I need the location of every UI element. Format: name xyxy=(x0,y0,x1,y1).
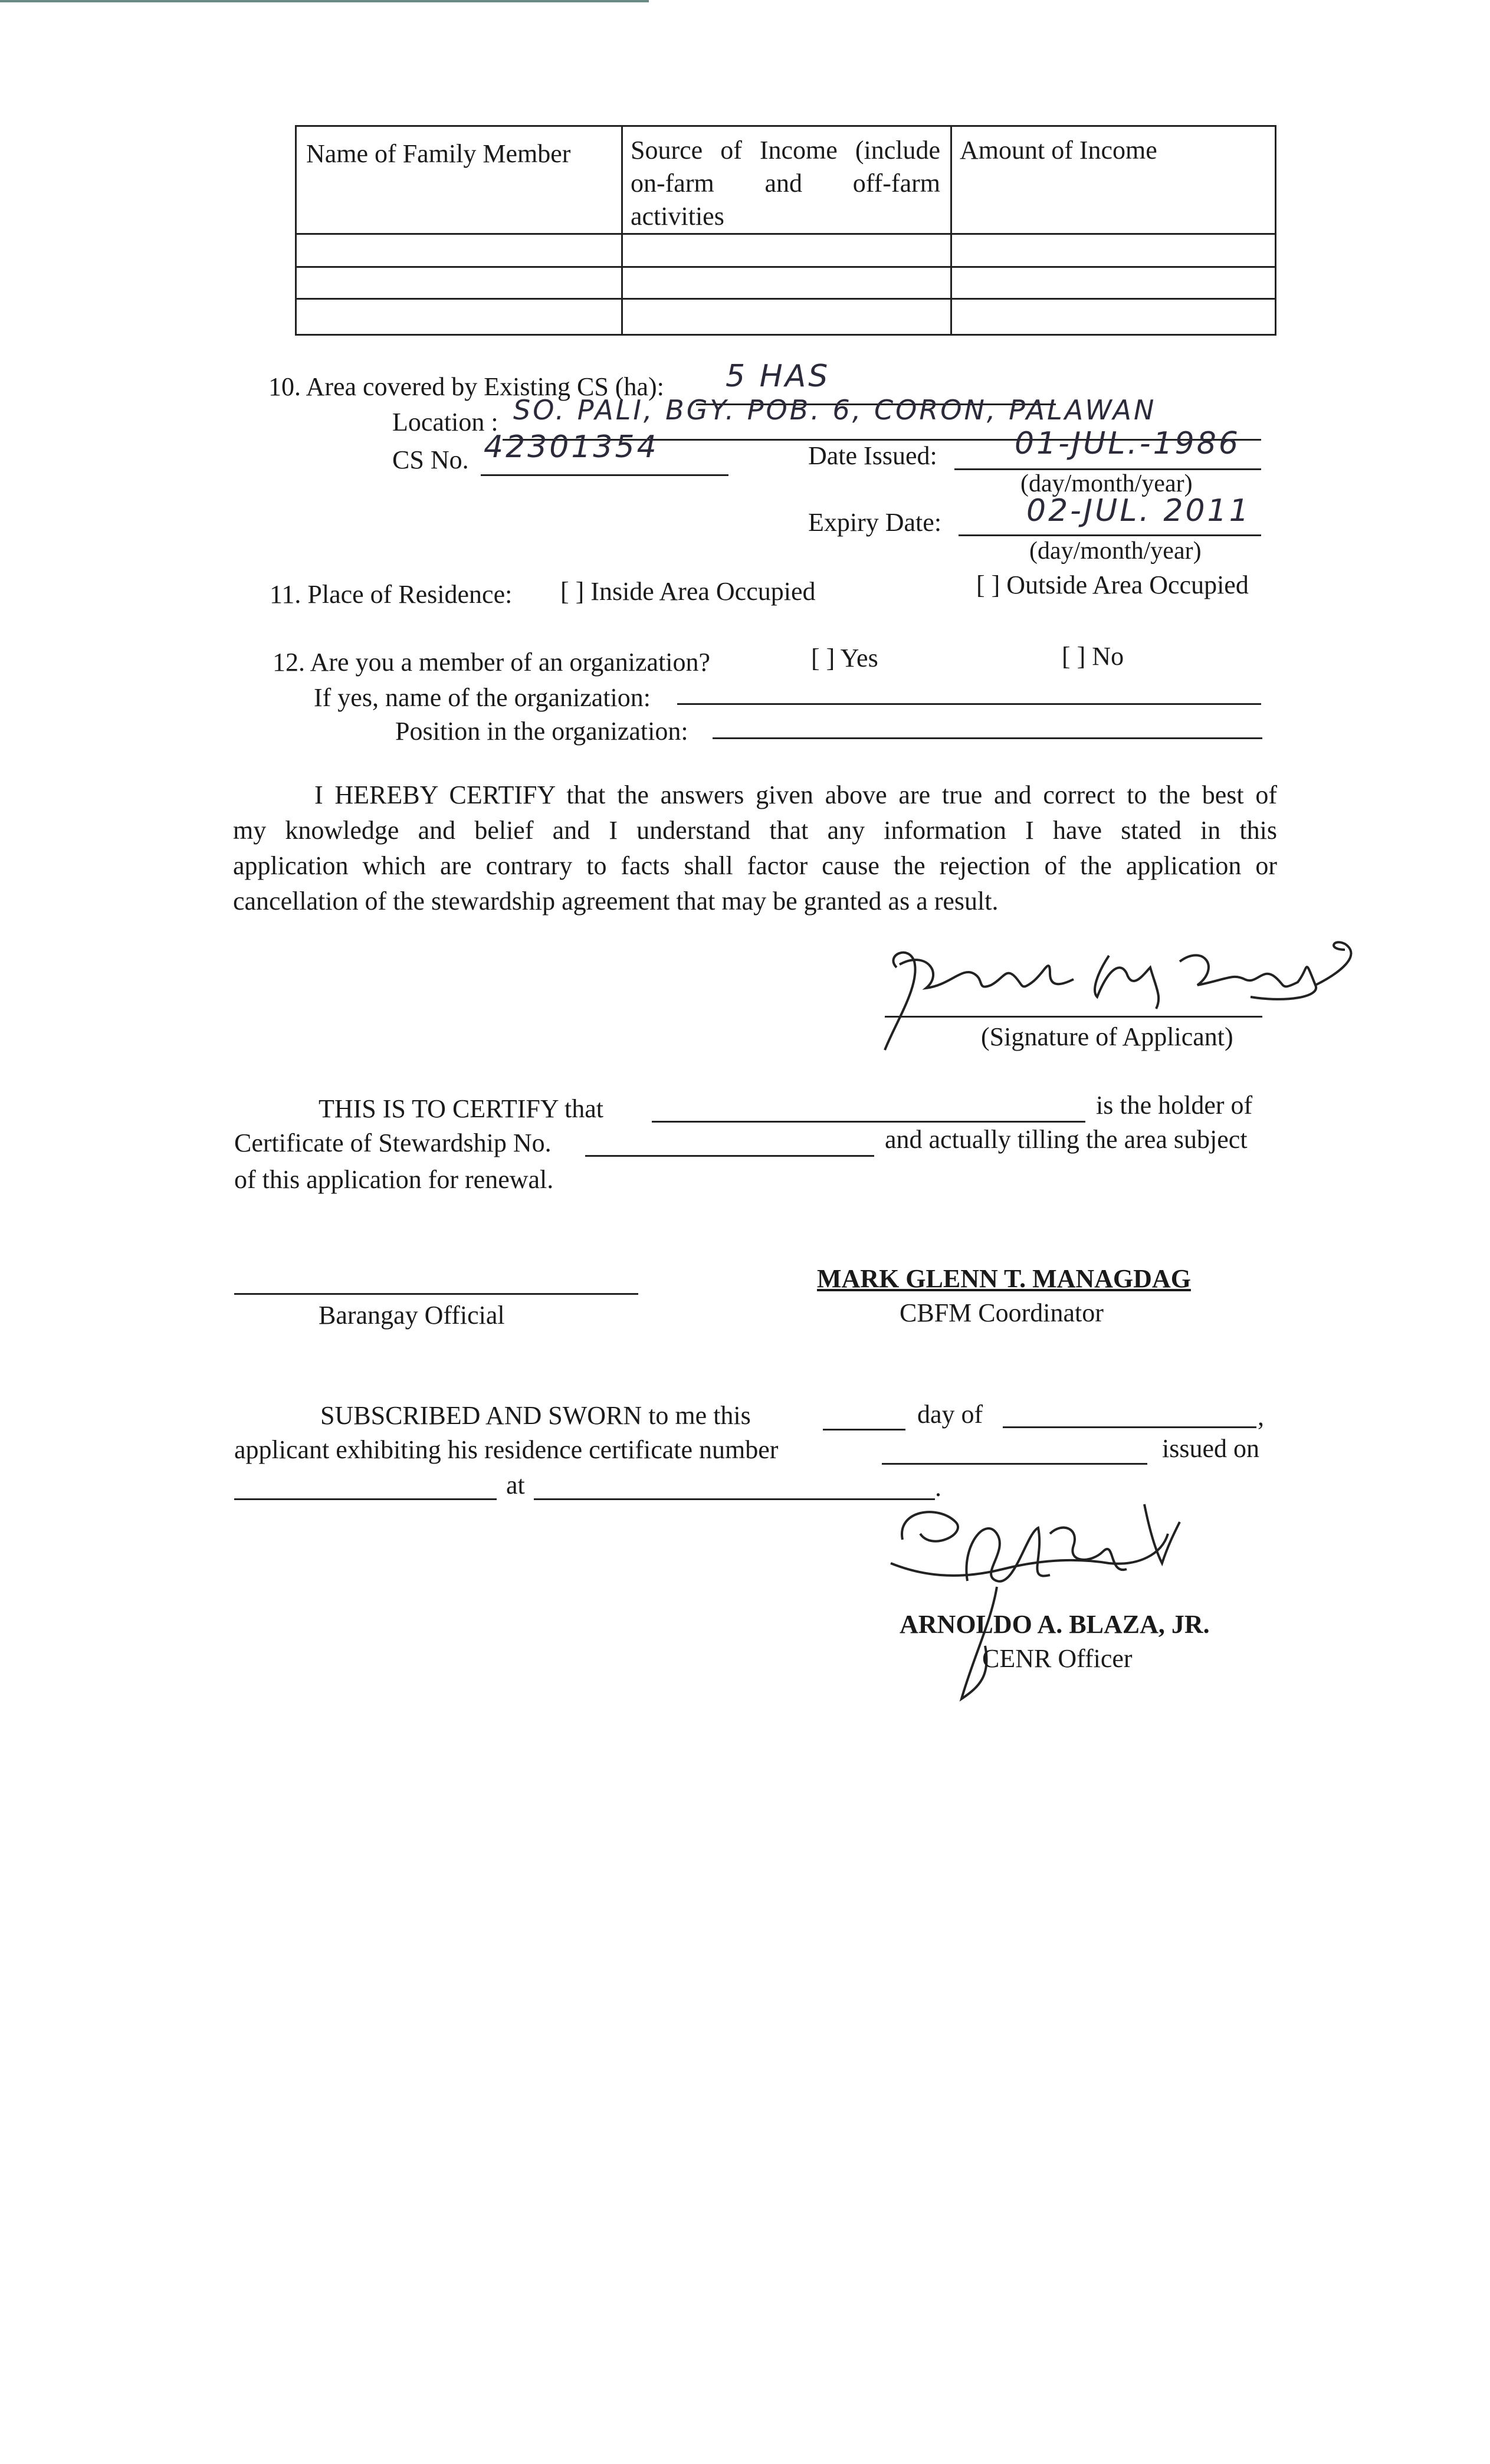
certification-paragraph xyxy=(233,777,1277,919)
certification-line: cancellation of the stewardship agreement that may be granted as a result. xyxy=(233,887,999,916)
date-format-hint: (day/month/year) xyxy=(1020,470,1193,497)
barangay-official-signature-line xyxy=(234,1293,638,1295)
org-position-label: Position in the organization: xyxy=(395,717,688,746)
cenr-officer-name: ARNOLDO A. BLAZA, JR. xyxy=(900,1610,1210,1639)
oath-line3-end: . xyxy=(935,1473,941,1502)
barangay-official-caption: Barangay Official xyxy=(319,1301,505,1330)
stewardship-no-blank xyxy=(585,1155,874,1157)
cenr-officer-title: CENR Officer xyxy=(982,1644,1133,1673)
location-handwritten: SO. PALI, BGY. POB. 6, CORON, PALAWAN xyxy=(513,394,1157,426)
table-row-divider xyxy=(297,298,1275,300)
org-position-blank xyxy=(713,737,1262,739)
oath-line2-end: issued on xyxy=(1162,1434,1259,1463)
table-column-divider xyxy=(950,127,952,334)
header-amount-of-income: Amount of Income xyxy=(960,136,1157,165)
date-issued-handwritten: 01-JUL.-1986 xyxy=(1015,426,1240,461)
issued-at-blank xyxy=(534,1498,935,1500)
holder-name-blank xyxy=(652,1121,1085,1123)
cbfm-coordinator-name: MARK GLENN T. MANAGDAG xyxy=(817,1264,1191,1293)
residence-cert-no-blank xyxy=(882,1463,1147,1465)
oath-line2-start: applicant exhibiting his residence certificate number xyxy=(234,1435,779,1464)
table-row-divider xyxy=(297,266,1275,268)
certification-line: I HEREBY CERTIFY that the answers given above are true and correct to the best of xyxy=(314,780,1277,809)
date-issued-label: Date Issued: xyxy=(808,441,937,470)
scan-edge-line xyxy=(0,0,649,2)
area-handwritten: 5 HAS xyxy=(726,359,831,394)
cs-no-label: CS No. xyxy=(392,445,469,474)
item10-label: 10. Area covered by Existing CS (ha): xyxy=(268,372,664,401)
barangay-cert-line3: of this application for renewal. xyxy=(234,1165,554,1194)
cenr-officer-signature xyxy=(885,1498,1215,1711)
header-family-member: Name of Family Member xyxy=(306,139,571,168)
applicant-signature-caption: (Signature of Applicant) xyxy=(981,1022,1233,1051)
applicant-signature-line xyxy=(885,1016,1262,1018)
item11-label: 11. Place of Residence: xyxy=(270,580,513,609)
outside-area-checkbox: [ ] Outside Area Occupied xyxy=(976,570,1249,599)
barangay-cert-line2-start: Certificate of Stewardship No. xyxy=(234,1128,552,1157)
location-label: Location : xyxy=(392,408,498,437)
expiry-date-label: Expiry Date: xyxy=(808,508,942,537)
header-source-of-income: Source of Income (include on-farm and off-farm activities xyxy=(631,136,940,231)
date-format-hint: (day/month/year) xyxy=(1029,537,1202,565)
certification-line: my knowledge and belief and I understand that any information I have stated in this xyxy=(233,816,1277,845)
org-name-label: If yes, name of the organization: xyxy=(314,683,651,712)
family-income-table xyxy=(295,125,1276,336)
oath-day-blank xyxy=(823,1429,905,1431)
cs-no-blank xyxy=(481,474,728,476)
barangay-cert-line1-end: is the holder of xyxy=(1096,1091,1253,1120)
org-name-blank xyxy=(677,703,1261,705)
oath-line1-mid: day of xyxy=(917,1400,983,1429)
org-no-checkbox: [ ] No xyxy=(1062,642,1124,671)
expiry-date-handwritten: 02-JUL. 2011 xyxy=(1026,493,1251,529)
oath-line3-mid: at xyxy=(506,1471,525,1500)
oath-line1-end: , xyxy=(1258,1402,1264,1431)
inside-area-checkbox: [ ] Inside Area Occupied xyxy=(560,577,816,606)
certification-line: application which are contrary to facts shall factor cause the rejection of the application or xyxy=(233,851,1277,880)
issued-on-blank xyxy=(234,1498,497,1500)
item12-question: 12. Are you a member of an organization? xyxy=(273,648,711,677)
oath-line1-start: SUBSCRIBED AND SWORN to me this xyxy=(320,1401,751,1430)
cs-no-handwritten: 42301354 xyxy=(484,429,659,465)
cbfm-coordinator-title: CBFM Coordinator xyxy=(900,1298,1104,1327)
oath-month-blank xyxy=(1003,1426,1256,1428)
table-column-divider xyxy=(621,127,623,334)
table-row-divider xyxy=(297,233,1275,235)
barangay-cert-line1-start: THIS IS TO CERTIFY that xyxy=(319,1094,604,1123)
barangay-cert-line2-end: and actually tilling the area subject xyxy=(885,1125,1248,1154)
org-yes-checkbox: [ ] Yes xyxy=(811,644,878,672)
